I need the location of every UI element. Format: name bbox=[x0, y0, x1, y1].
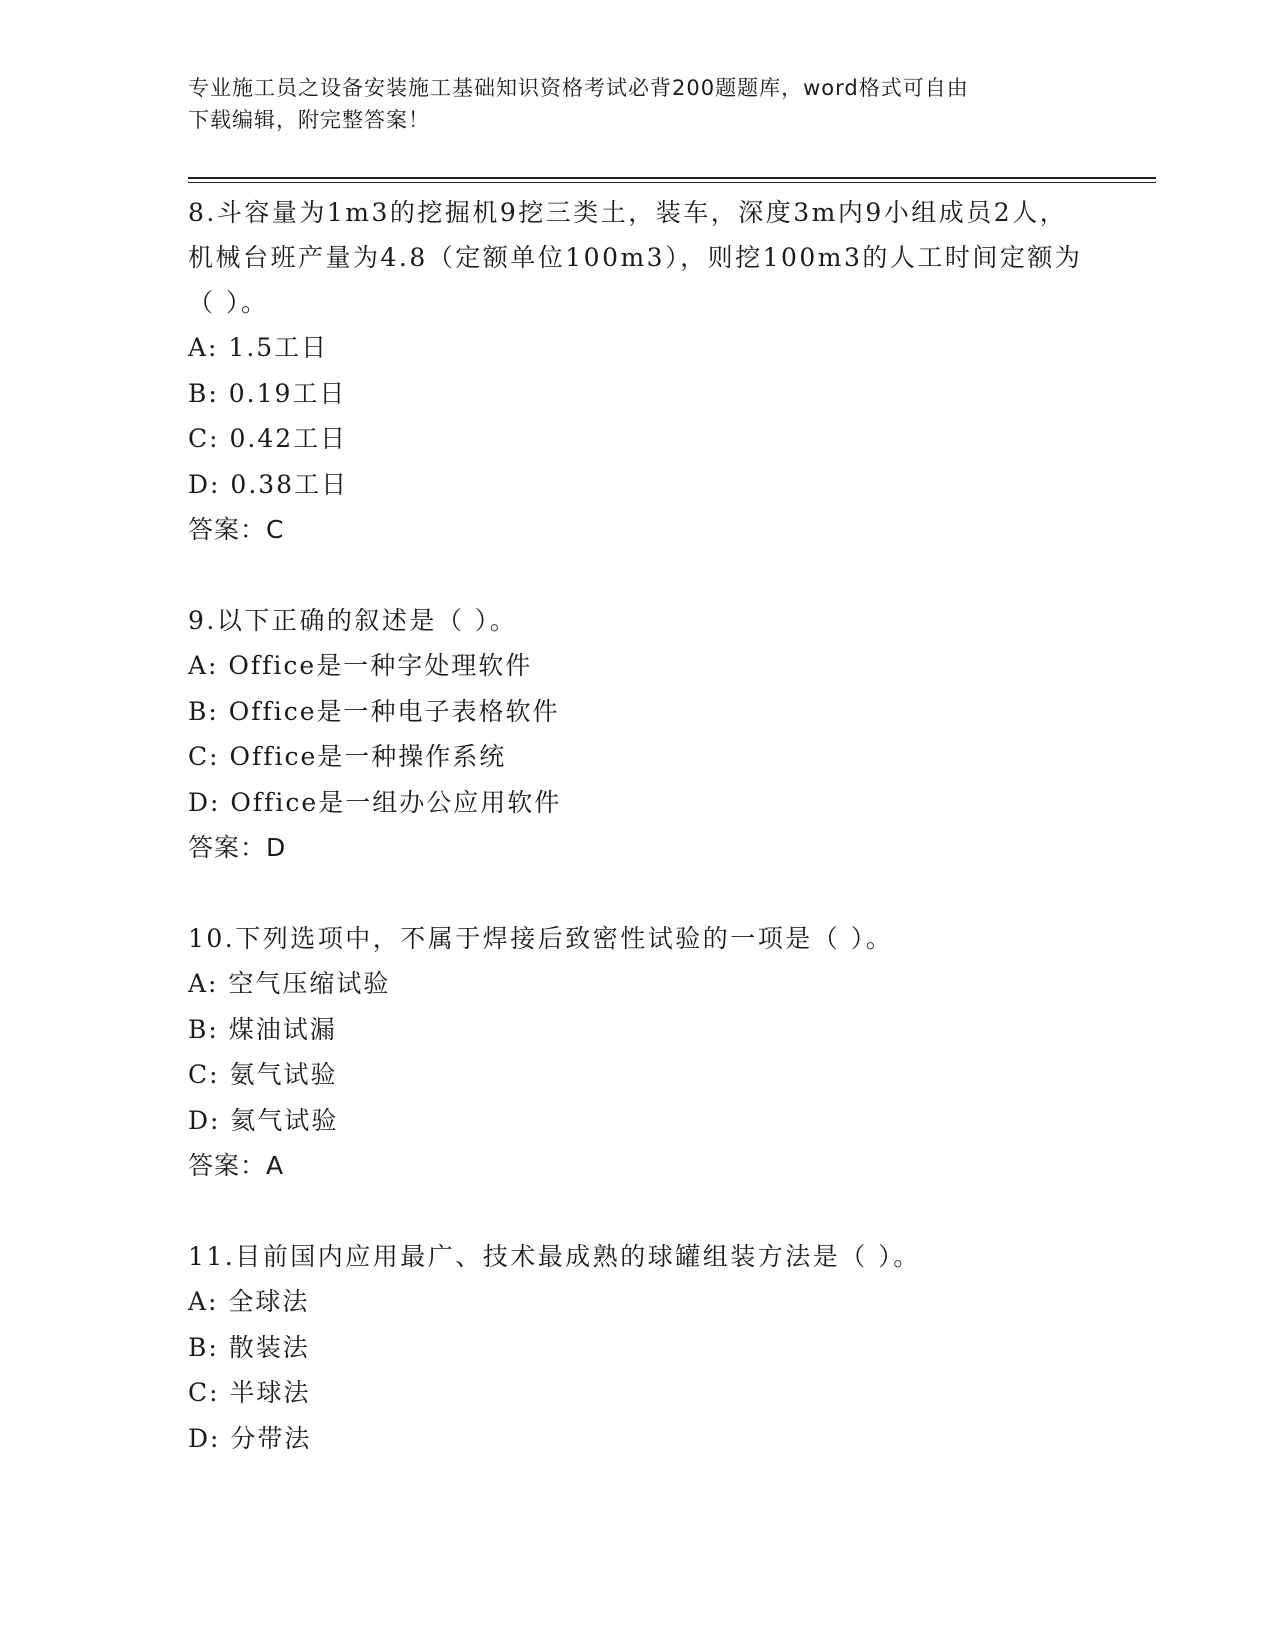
question-stem: 11.目前国内应用最广、技术最成熟的球罐组装方法是（ ）。 bbox=[188, 1242, 921, 1271]
option-d: D: Office是一组办公应用软件 bbox=[188, 787, 562, 817]
option-a: A: 空气压缩试验 bbox=[188, 969, 391, 998]
question-10 bbox=[188, 916, 1088, 1188]
option-d: D: 0.38工日 bbox=[188, 469, 349, 499]
header-rule-thick bbox=[188, 177, 1156, 179]
option-d: D: 分带法 bbox=[188, 1423, 312, 1453]
answer-line: 答案：A bbox=[188, 1151, 285, 1180]
question-stem: 8.斗容量为1m3的挖掘机9挖三类土，装车，深度3m内9小组成员2人，机械台班产量为4.8（定额单位100m3），则挖100m3的人工时间定额为（ ）。 bbox=[188, 198, 1083, 317]
question-9 bbox=[188, 598, 1088, 870]
question-list bbox=[188, 190, 1088, 1507]
option-c: C: 0.42工日 bbox=[188, 424, 348, 453]
option-c: C: 半球法 bbox=[188, 1378, 311, 1407]
option-a: A: 全球法 bbox=[188, 1287, 310, 1316]
answer-line: 答案：C bbox=[188, 515, 285, 544]
option-b: B: Office是一种电子表格软件 bbox=[188, 696, 560, 726]
option-b: B: 煤油试漏 bbox=[188, 1014, 337, 1044]
question-8 bbox=[188, 190, 1088, 552]
document-header bbox=[188, 72, 1088, 136]
option-c: C: 氨气试验 bbox=[188, 1060, 338, 1089]
option-b: B: 0.19工日 bbox=[188, 378, 347, 408]
option-b: B: 散装法 bbox=[188, 1332, 310, 1362]
option-a: A: 1.5工日 bbox=[188, 333, 329, 362]
header-line-1: 专业施工员之设备安装施工基础知识资格考试必背200题题库，word格式可自由 bbox=[188, 76, 969, 100]
question-stem: 10.下列选项中，不属于焊接后致密性试验的一项是（ ）。 bbox=[188, 924, 894, 953]
option-c: C: Office是一种操作系统 bbox=[188, 742, 507, 771]
question-stem: 9.以下正确的叙述是（ ）。 bbox=[188, 606, 518, 635]
option-d: D: 氦气试验 bbox=[188, 1105, 339, 1135]
answer-line: 答案：D bbox=[188, 833, 287, 862]
option-a: A: Office是一种字处理软件 bbox=[188, 651, 533, 680]
question-11 bbox=[188, 1234, 1088, 1461]
header-rule-thin bbox=[188, 182, 1156, 183]
header-line-2: 下载编辑，附完整答案！ bbox=[188, 108, 430, 132]
